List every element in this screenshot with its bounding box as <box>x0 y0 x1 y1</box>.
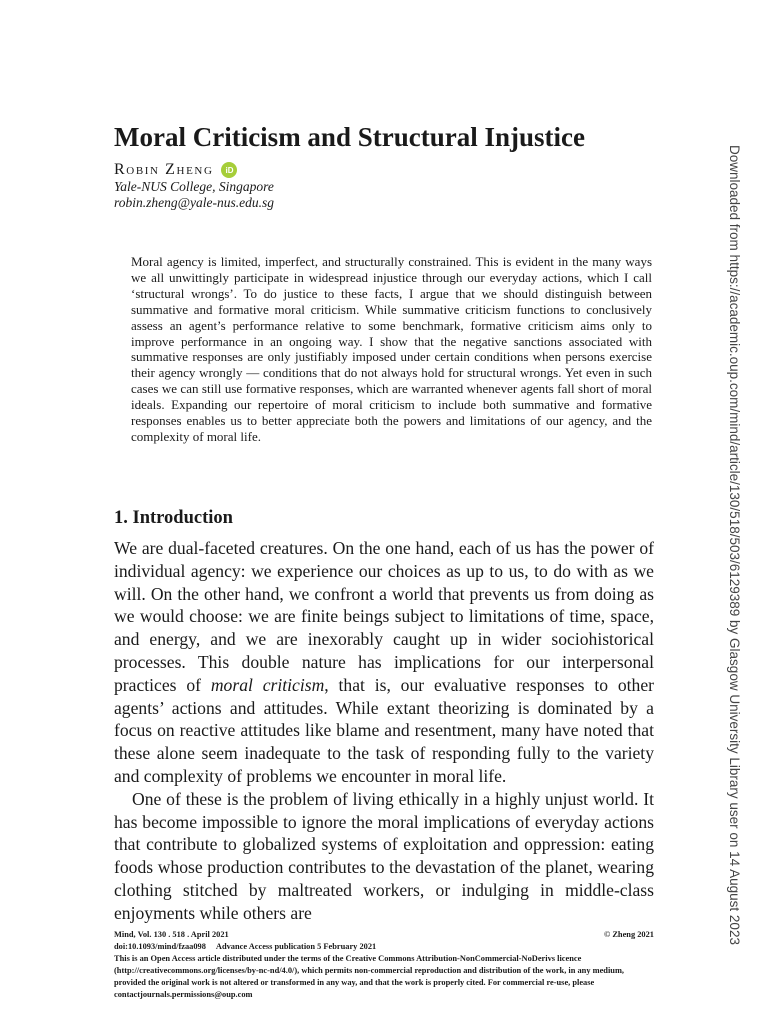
section-heading: 1. Introduction <box>114 508 233 528</box>
copyright-notice: © Zheng 2021 <box>603 930 654 939</box>
paragraph-2: One of these is the problem of living ethically in a highly unjust world. It has become impossible to ignore the moral implications of everyday actions that contribute to globalized systems of exploitation and oppression: eating foods whose production contributes to the devastation of the planet, wearing clothing stitched by maltreated workers, or indulging in middle-class enjoyments while others are <box>114 788 654 923</box>
author-affiliation: Yale-NUS College, Singapore <box>114 179 274 194</box>
journal-citation: Mind, Vol. 130 . 518 . April 2021 <box>114 930 229 939</box>
orcid-icon[interactable]: iD <box>221 162 237 178</box>
author-name: Robin Zheng <box>114 161 214 178</box>
paragraph-1-emphasis: moral criticism <box>210 674 325 695</box>
abstract: Moral agency is limited, imperfect, and structurally constrained. This is evident in the many ways we all unwittingly participate in widespread injustice through our everyday actions, which I call ‘structural wrongs’. To do justice to these facts, I argue that we should distinguish between summative and formative moral criticism. While summative criticism functions to conclusively assess an agent’s performance relative to some benchmark, formative criticism aims only to improve performance in an ongoing way. I show that the negative sanctions associated with summative responses are only justifiably imposed under certain conditions when persons exercise their agency wrongly — conditions that do not always hold for structural wrongs. Yet even in such cases we can still use formative responses, which are warranted whenever agents fall short of moral ideals. Expanding our repertoire of moral criticism to include both summative and formative responses enables us to better appreciate both the powers and limitations of our agency, and the complexity of moral life. <box>131 254 652 444</box>
download-watermark: Downloaded from https://academic.oup.com/mind/article/130/518/503/6129389 by Glasgow University Library user on 14 August 2023 <box>727 145 742 945</box>
paragraph-1 <box>114 537 654 788</box>
article-title: Moral Criticism and Structural Injustice <box>114 122 585 152</box>
footer-journal-row <box>114 929 654 941</box>
doi[interactable]: doi:10.1093/mind/fzaa098 <box>114 942 206 952</box>
footer-doi-row <box>114 941 654 953</box>
advance-access: Advance Access publication 5 February 2021 <box>215 942 377 952</box>
author-email[interactable]: robin.zheng@yale-nus.edu.sg <box>114 195 275 210</box>
paragraph-1-text-b: , that is, our evaluative responses to other agents’ actions and attitudes. While extant theorizing is dominated by a focus on reactive attitudes like blame and resentment, many have noted that these alone seem inadequate to the task of responding fully to the variety and complexity of problems we encounter in moral life. <box>114 674 654 786</box>
paragraph-1-text-a: We are dual-faceted creatures. On the one hand, each of us has the power of individual agency: we experience our choices as up to us, to do with as we will. On the other hand, we confront a world that prevents us from doing as we would choose: we are finite beings subject to limitations of time, space, and energy, and we are inexorably caught up in wider sociohistorical processes. This double nature has implications for our interpersonal practices of <box>114 538 654 695</box>
author-line <box>114 160 237 180</box>
license-text: This is an Open Access article distributed under the terms of the Creative Commons Attribution-NonCommercial-NoDerivs licence (http://creativecommons.org/licenses/by-nc-nd/4.0/), which permits non-commercial reproduction and distribution of the work, in any medium, provided the original work is not altered or transformed in any way, and that the work is properly cited. For commercial re-use, please contactjournals.permissions@oup.com <box>114 954 625 1000</box>
page-footer <box>114 929 654 1002</box>
body-text <box>114 537 654 925</box>
